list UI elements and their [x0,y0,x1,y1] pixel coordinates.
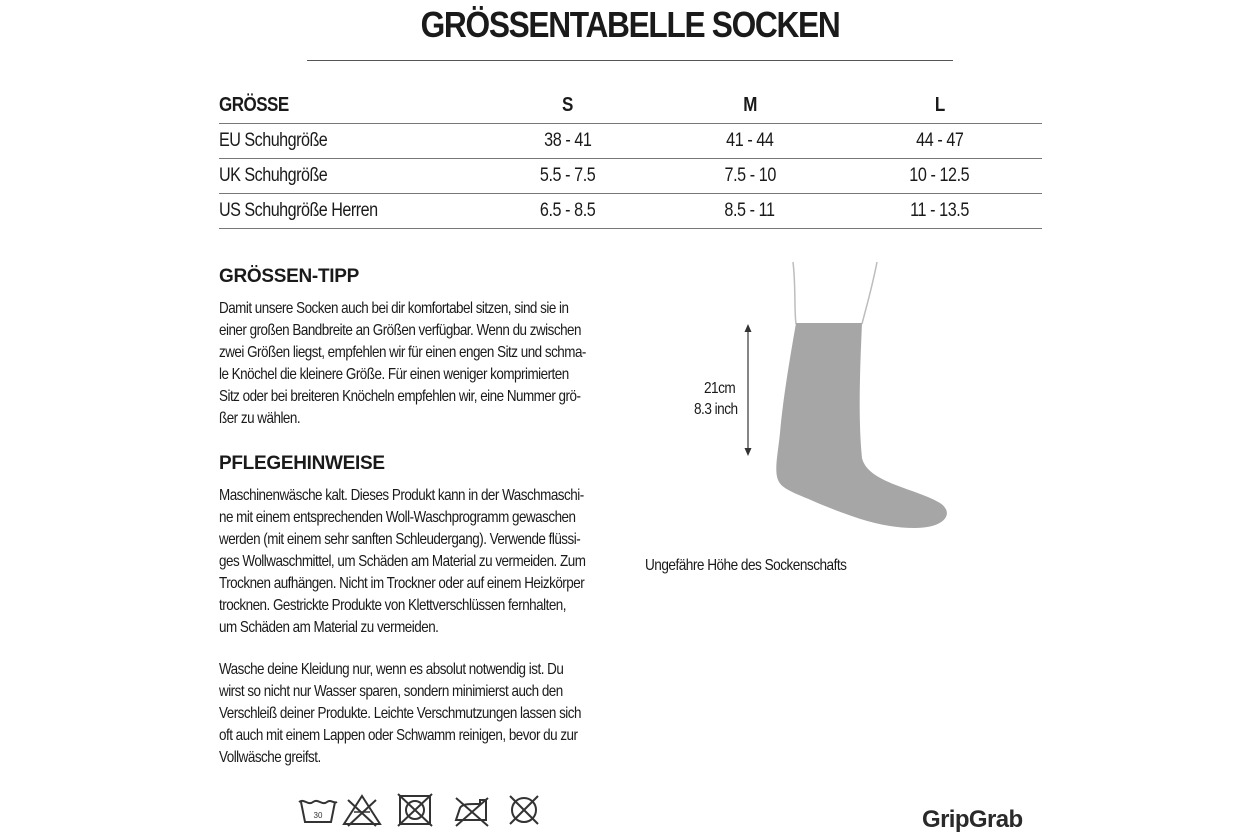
wash-temp-label: 30 [313,811,323,820]
table-cell: 41 - 44 [662,123,837,158]
table-cell: 5.5 - 7.5 [473,158,662,193]
header-l: L [837,88,1042,123]
sock-diagram [690,258,970,538]
row-label: UK Schuhgröße [219,158,473,193]
height-inch-label: 8.3 inch [694,401,738,418]
table-row [219,123,1042,158]
size-tip-heading: GRÖSSEN-TIPP [219,266,359,287]
sock-shape [776,323,947,528]
table-cell: 7.5 - 10 [662,158,837,193]
table-row [219,193,1042,228]
size-tip-text: Damit unsere Socken auch bei dir komfortabel sitzen, sind sie in einer großen Bandbreite an Größen verfügbar. Wenn du zwischen zwei Größen liegst, empfehlen wir für einen engen Sitz und schma- le Knöchel die kleinere Größe. Für einen weniger komprimierten Sitz oder bei breiteren Knöcheln empfehlen wir, eine Nummer grö- ßer zu wählen. [219,300,586,427]
no-bleach-icon [340,792,384,828]
header-m: M [662,88,837,123]
care-text-1: Maschinenwäsche kalt. Dieses Produkt kann in der Waschmaschi- ne mit einem entsprechenden Woll-Waschprogramm gewaschen werden (mit einem sehr sanften Schleudergang). Verwende flüssi- ges Wollwaschmittel, um Schäden am Material zu vermeiden. Zum Trocknen aufhängen. Nicht im Trockner oder auf einem Heizkörper trocknen. Gestrickte Produkte von Klettverschlüssen fernhalten, um Schäden am Material zu vermeiden. [219,487,586,636]
sock-illustration [690,258,970,538]
table-cell: 38 - 41 [473,123,662,158]
no-iron-icon [450,792,494,828]
table-cell: 44 - 47 [837,123,1042,158]
page-title: GRÖSSENTABELLE SOCKEN [420,4,840,45]
brand-logo: GripGrab [922,806,1023,833]
sock-caption: Ungefähre Höhe des Sockenschafts [645,557,847,574]
table-cell: 8.5 - 11 [662,193,837,228]
no-dry-clean-icon [504,792,548,828]
table-cell: 11 - 13.5 [837,193,1042,228]
care-text-2: Wasche deine Kleidung nur, wenn es absolut notwendig ist. Du wirst so nicht nur Wasser sparen, sondern minimierst auch den Verschleiß deiner Produkte. Leichte Verschmutzungen lassen sich oft auch mit einem Lappen oder Schwamm reinigen, bevor du zur Vollwäsche greifst. [219,661,581,766]
row-label: EU Schuhgröße [219,123,473,158]
care-heading: PFLEGEHINWEISE [219,453,385,474]
title-divider [307,60,953,61]
table-row [219,158,1042,193]
no-tumble-dry-icon [394,792,438,828]
row-label: US Schuhgröße Herren [219,193,473,228]
wash-30-icon [296,792,340,828]
height-cm-label: 21cm [704,380,736,397]
header-size: GRÖSSE [219,88,473,123]
size-table-header [219,88,1042,123]
size-table [219,88,1042,229]
table-cell: 10 - 12.5 [837,158,1042,193]
table-cell: 6.5 - 8.5 [473,193,662,228]
header-s: S [473,88,662,123]
